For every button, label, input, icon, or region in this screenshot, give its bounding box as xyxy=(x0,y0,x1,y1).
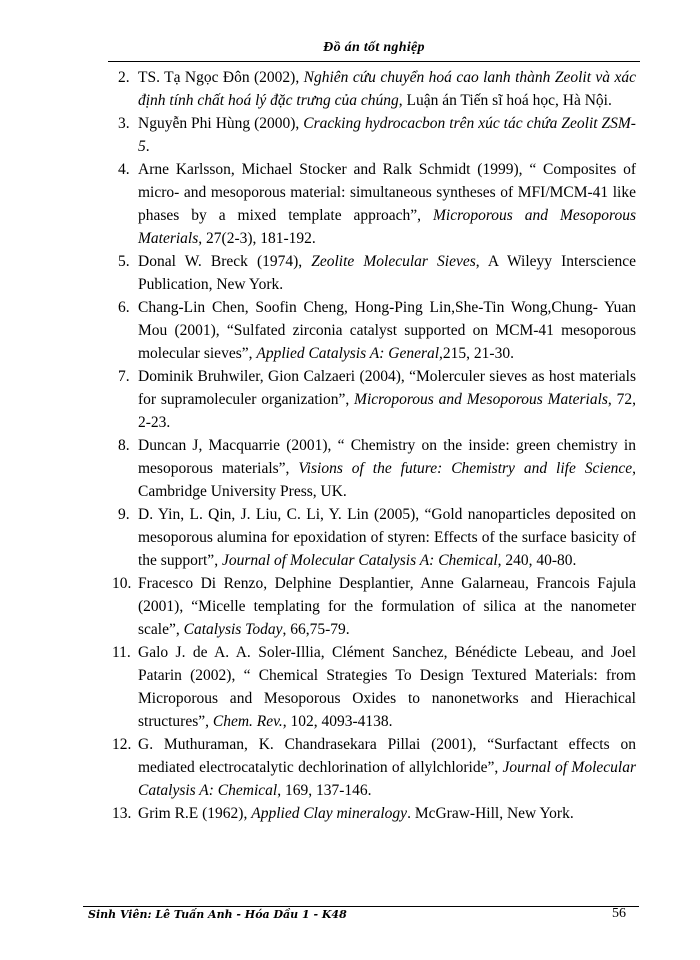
reference-number: 7. xyxy=(118,368,130,385)
reference-text: G. Muthuraman, K. Chandrasekara Pillai (2001), “Surfactant effects on mediated electrocatalytic dechlorination of allylchloride”, xyxy=(138,736,636,776)
reference-text: Dominik Bruhwiler, Gion Calzaeri (2004), “Molerculer sieves as host materials for supramoleculer organization”, xyxy=(138,368,636,408)
reference-text: , 240, 40-80. xyxy=(497,552,577,569)
reference-item xyxy=(112,158,636,250)
reference-item xyxy=(112,503,636,572)
reference-text: Donal W. Breck (1974), xyxy=(138,253,312,270)
reference-number: 9. xyxy=(118,506,130,523)
reference-text: , Luận án Tiến sĩ hoá học, Hà Nội. xyxy=(398,92,612,109)
reference-source-title: Journal of Molecular Catalysis A: Chemical xyxy=(221,552,498,569)
reference-text: Fracesco Di Renzo, Delphine Desplantier, Anne Galarneau, Francois Fajula (2001), “Micelle templating for the formulation of silica at the nanometer scale”, xyxy=(138,575,636,638)
footer-divider xyxy=(83,906,639,907)
reference-item xyxy=(112,365,636,434)
reference-text: , 102, 4093-4138. xyxy=(282,713,393,730)
reference-list xyxy=(112,66,636,825)
reference-text: Grim R.E (1962), xyxy=(138,805,252,822)
reference-source-title: Cracking hydrocacbon trên xúc tác chứa Zeolit ZSM-5 xyxy=(138,115,636,155)
reference-number: 12. xyxy=(112,736,132,753)
reference-number: 3. xyxy=(118,115,130,132)
reference-item xyxy=(112,641,636,733)
reference-text: , 169, 137-146. xyxy=(277,782,372,799)
reference-text: Galo J. de A. A. Soler-Illia, Clément Sanchez, Bénédicte Lebeau, and Joel Patarin (2002), “ Chemical Strategies To Design Textured Materials: from Microporous and Mesoporous Oxides to nanonetworks and Hierachical structures”, xyxy=(138,644,636,730)
reference-source-title: Catalysis Today xyxy=(183,621,283,638)
reference-number: 8. xyxy=(118,437,130,454)
reference-source-title: Chem. Rev. xyxy=(212,713,283,730)
reference-source-title: Microporous and Mesoporous Materials xyxy=(354,391,608,408)
reference-text: TS. Tạ Ngọc Đôn (2002), xyxy=(138,69,304,86)
reference-number: 2. xyxy=(118,69,130,86)
reference-text: , Cambridge University Press, UK. xyxy=(138,460,636,500)
reference-text: , A Wileyy Interscience Publication, New York. xyxy=(138,253,636,293)
reference-item xyxy=(112,572,636,641)
reference-text: Duncan J, Macquarrie (2001), “ Chemistry on the inside: green chemistry in mesoporous materials”, xyxy=(138,437,636,477)
reference-text: Chang-Lin Chen, Soofin Cheng, Hong-Ping Lin,She-Tin Wong,Chung- Yuan Mou (2001), “Sulfated zirconia catalyst supported on MCM-41 mesoporous molecular sieves”, xyxy=(138,299,636,362)
reference-text: , 27(2-3), 181-192. xyxy=(198,230,316,247)
reference-item xyxy=(112,66,636,112)
reference-text: D. Yin, L. Qin, J. Liu, C. Li, Y. Lin (2005), “Gold nanoparticles deposited on mesoporous alumina for epoxidation of styren: Effects of the surface basicity of the support”, xyxy=(138,506,636,569)
reference-number: 11. xyxy=(112,644,131,661)
reference-number: 6. xyxy=(118,299,130,316)
reference-source-title: Nghiên cứu chuyển hoá cao lanh thành Zeolit và xác định tính chất hoá lý đặc trưng của chúng xyxy=(138,69,636,109)
reference-text: Nguyễn Phi Hùng (2000), xyxy=(138,115,304,132)
reference-number: 10. xyxy=(112,575,132,592)
reference-item xyxy=(112,802,636,825)
reference-source-title: Applied Catalysis A: General xyxy=(256,345,440,362)
reference-number: 4. xyxy=(118,161,130,178)
reference-source-title: Journal of Molecular Catalysis A: Chemical xyxy=(138,759,636,799)
reference-item xyxy=(112,733,636,802)
reference-text: , 66,75-79. xyxy=(282,621,350,638)
reference-item xyxy=(112,434,636,503)
page-header-title: Đồ án tốt nghiệp xyxy=(323,40,425,55)
reference-item xyxy=(112,112,636,158)
reference-source-title: Visions of the future: Chemistry and life Science xyxy=(298,460,633,477)
reference-source-title: Zeolite Molecular Sieves xyxy=(311,253,476,270)
reference-item xyxy=(112,250,636,296)
reference-text: Arne Karlsson, Michael Stocker and Ralk Schmidt (1999), “ Composites of micro- and mesoporous material: simultaneous syntheses of MFI/MCM-41 like phases by a mixed template approach”, xyxy=(138,161,636,224)
reference-item xyxy=(112,296,636,365)
reference-source-title: Applied Clay mineralogy xyxy=(251,805,408,822)
reference-source-title: Microporous and Mesoporous Materials xyxy=(138,207,636,247)
reference-number: 13. xyxy=(112,805,132,822)
reference-text: . McGraw-Hill, New York. xyxy=(407,805,574,822)
reference-text: . xyxy=(145,138,150,155)
reference-text: , 72, 2-23. xyxy=(138,391,636,431)
header-divider xyxy=(108,61,640,62)
reference-number: 5. xyxy=(118,253,130,270)
footer-student-info: Sinh Viên: Lê Tuấn Anh - Hóa Dầu 1 - K48 xyxy=(88,908,347,921)
reference-text: ,215, 21-30. xyxy=(439,345,514,362)
page-number: 56 xyxy=(612,906,626,921)
